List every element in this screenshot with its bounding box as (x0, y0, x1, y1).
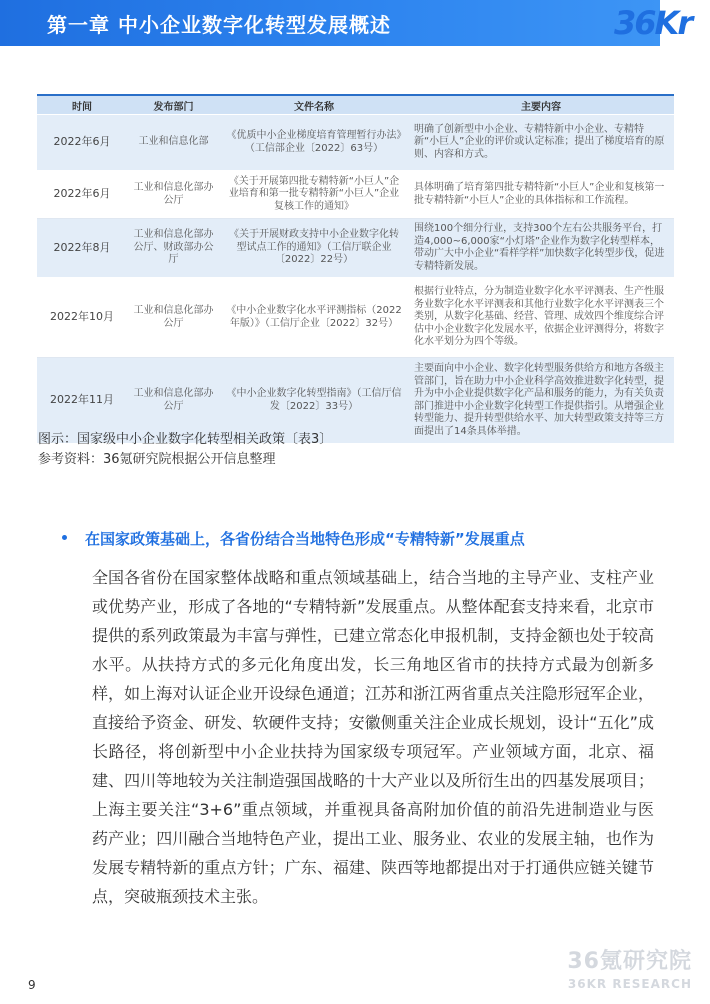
cell-doc: 《中小企业数字化转型指南》（工信厅信发〔2022〕33号） (220, 358, 408, 444)
page-number: 9 (28, 978, 36, 992)
cell-dept: 工业和信息化部办公厅 (127, 358, 220, 444)
source-note: 参考资料：36氪研究院根据公开信息整理 (38, 452, 276, 467)
table-row (37, 278, 674, 358)
cell-date: 2022年10月 (37, 278, 127, 358)
cell-date: 2022年6月 (37, 171, 127, 219)
cell-dept: 工业和信息化部 (127, 115, 220, 171)
cell-content: 围绕100个细分行业，支持300个左右公共服务平台，打造4,000~6,000家“小灯塔”企业作为数字化转型样本，带动广大中小企业“看样学样”加快数字化转型步伐，促进专精特新发展。 (408, 219, 674, 278)
cell-doc: 《关于开展财政支持中小企业数字化转型试点工作的通知》（工信厅联企业〔2022〕22号） (220, 219, 408, 278)
chapter-header-bar (0, 0, 660, 46)
cell-content: 具体明确了培育第四批专精特新“小巨人”企业和复核第一批专精特新“小巨人”企业的具体指标和工作流程。 (408, 171, 674, 219)
footer-brand-en: 36KR RESEARCH (567, 977, 692, 991)
cell-dept: 工业和信息化部办公厅、财政部办公厅 (127, 219, 220, 278)
cell-date: 2022年11月 (37, 358, 127, 444)
chapter-title: 第一章 中小企业数字化转型发展概述 (47, 13, 391, 37)
column-header-content: 主要内容 (408, 95, 674, 115)
cell-date: 2022年6月 (37, 115, 127, 171)
cell-dept: 工业和信息化部办公厅 (127, 171, 220, 219)
footer-brand (567, 944, 692, 991)
column-header-dept: 发布部门 (127, 95, 220, 115)
table-row (37, 115, 674, 171)
figure-caption: 图示：国家级中小企业数字化转型相关政策〔表3〕 (38, 432, 333, 447)
section-heading-text: 在国家政策基础上，各省份结合当地特色形成“专精特新”发展重点 (85, 530, 525, 548)
cell-dept: 工业和信息化部办公厅 (127, 278, 220, 358)
cell-date: 2022年8月 (37, 219, 127, 278)
policy-table (37, 94, 674, 444)
brand-logo: 36Kr (614, 4, 692, 42)
cell-doc: 《中小企业数字化水平评测指标（2022年版）》（工信厅企业〔2022〕32号） (220, 278, 408, 358)
cell-doc: 《优质中小企业梯度培育管理暂行办法》（工信部企业〔2022〕63号） (220, 115, 408, 171)
cell-content: 根据行业特点，分为制造业数字化水平评测表、生产性服务业数字化水平评测表和其他行业数字化水平评测表三个类别，从数字化基础、经营、管理、成效四个维度综合评估中小企业数字化发展水平，依据企业评测得分，将数字化水平划分为四个等级。 (408, 278, 674, 358)
table-row (37, 171, 674, 219)
table-row (37, 219, 674, 278)
section-body: 全国各省份在国家整体战略和重点领域基础上，结合当地的主导产业、支柱产业或优势产业，形成了各地的“专精特新”发展重点。从整体配套支持来看，北京市提供的系列政策最为丰富与弹性，已建立常态化申报机制，支持金额也处于较高水平。从扶持方式的多元化角度出发，长三角地区省市的扶持方式最为创新多样，如上海对认证企业开设绿色通道；江苏和浙江两省重点关注隐形冠军企业，直接给予资金、研发、软硬件支持；安徽侧重关注企业成长规划，设计“五化”成长路径，将创新型中小企业扶持为国家级专项冠军。产业领域方面，北京、福建、四川等地较为关注制造强国战略的十大产业以及所衍生出的四基发展项目；上海主要关注“3+6”重点领域，并重视具备高附加价值的前沿先进制造业与医药产业；四川融合当地特色产业，提出工业、服务业、农业的发展主轴，也作为发展专精特新的重点方针；广东、福建、陕西等地都提出对于打通供应链关键节点，突破瓶颈技术主张。 (92, 568, 654, 906)
table-header-row (37, 95, 674, 115)
column-header-date: 时间 (37, 95, 127, 115)
column-header-doc: 文件名称 (220, 95, 408, 115)
table-caption (38, 430, 332, 470)
section-heading (62, 528, 525, 549)
bullet-icon (62, 535, 67, 540)
cell-content: 明确了创新型中小企业、专精特新中小企业、专精特新“小巨人”企业的评价或认定标准；提出了梯度培育的原则、内容和方式。 (408, 115, 674, 171)
cell-content: 主要面向中小企业、数字化转型服务供给方和地方各级主管部门，旨在助力中小企业科学高效推进数字化转型，提升为中小企业提供数字化产品和服务的能力，为有关负责部门推进中小企业数字化转型工作提供指引。从增强企业转型能力、提升转型供给水平、加大转型政策支持等三方面提出了14条具体举措。 (408, 358, 674, 444)
cell-doc: 《关于开展第四批专精特新“小巨人”企业培育和第一批专精特新“小巨人”企业复核工作的通知》 (220, 171, 408, 219)
footer-brand-cn: 36氪研究院 (567, 949, 692, 974)
